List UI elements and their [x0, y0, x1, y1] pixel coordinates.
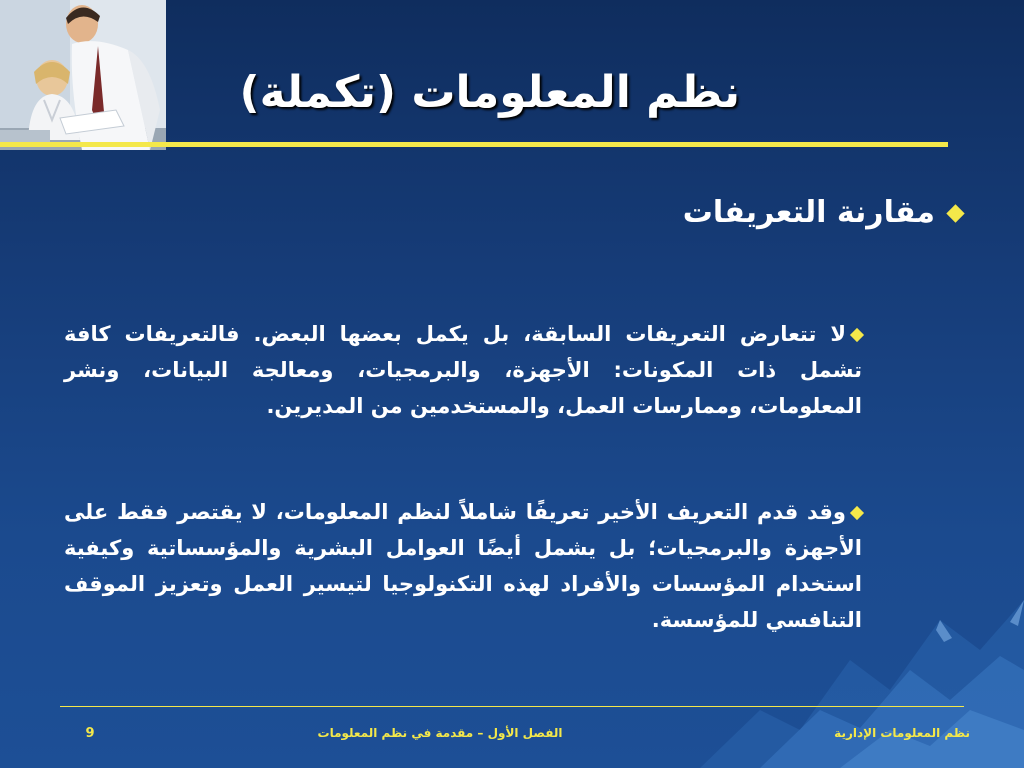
- main-bullet: [600, 188, 962, 238]
- bullet-paragraph-1: [64, 316, 862, 424]
- diamond-bullet-icon: [850, 506, 864, 520]
- diamond-bullet-icon: [850, 328, 864, 342]
- paragraph-text: لا تتعارض التعريفات السابقة، بل يكمل بعضها البعض. فالتعريفات كافة تشمل ذات المكونات: الأجهزة، والبرمجيات، ومعالجة البيانات، ونشر المعلومات، وممارسات العمل، والمستخدمين من المديرين.: [64, 322, 862, 418]
- footer-chapter: الفصل الأول – مقدمة في نظم المعلومات: [317, 726, 563, 740]
- diamond-bullet-icon: [946, 204, 964, 222]
- page-number: 9: [85, 726, 95, 741]
- slide-title: نظم المعلومات (تكملة): [239, 67, 740, 118]
- paragraph-text: وقد قدم التعريف الأخير تعريفًا شاملاً لنظم المعلومات، لا يقتصر فقط على الأجهزة والبرمجيات؛ بل يشمل أيضًا العوامل البشرية والمؤسساتية وكيفية استخدام المؤسسات والأفراد لهذه التكنولوجيا لتيسير العمل وتعزيز الموقف التنافسي للمؤسسة.: [64, 500, 862, 632]
- main-bullet-text: مقارنة التعريفات: [682, 195, 935, 230]
- title-underline: [0, 142, 948, 147]
- footer-divider: [60, 706, 964, 707]
- footer-course: نظم المعلومات الإدارية: [834, 726, 970, 740]
- business-people-photo: [0, 0, 166, 150]
